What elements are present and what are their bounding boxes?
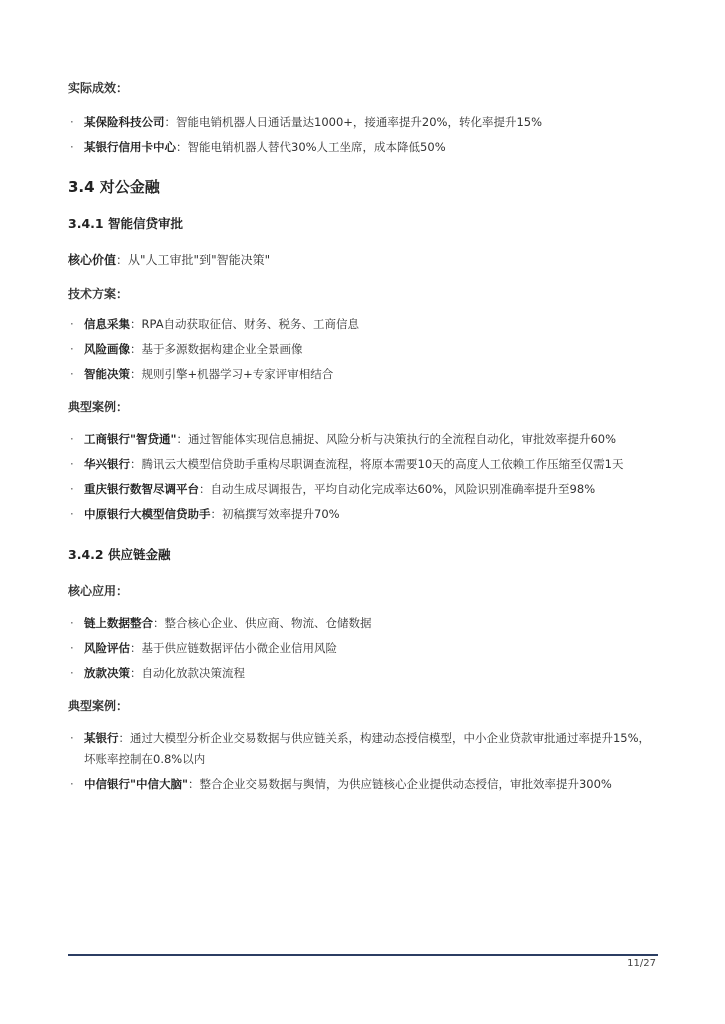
subsection-heading-supply: 3.4.2 供应链金融 [68, 547, 171, 562]
core-value-line: 核心价值：从"人工审批"到"智能决策" [68, 253, 271, 267]
tech-list [68, 314, 660, 385]
results-label: 实际成效： [68, 81, 129, 95]
subsection-heading-credit: 3.4.1 智能信贷审批 [68, 216, 183, 231]
list-item: · 某银行信用卡中心：智能电销机器人替代30%人工坐席，成本降低50% [70, 140, 446, 154]
list-item: · 风险画像：基于多源数据构建企业全景画像 [70, 342, 303, 356]
section-heading: 3.4 对公金融 [68, 178, 160, 196]
core-app-label: 核心应用： [68, 584, 129, 598]
list-item: · 中信银行"中信大脑"：整合企业交易数据与舆情，为供应链核心企业提供动态授信，审批效率提升300% [70, 777, 612, 791]
credit-cases-list [68, 429, 660, 525]
list-item: · 风险评估：基于供应链数据评估小微企业信用风险 [70, 641, 337, 655]
supply-cases-list [68, 728, 660, 795]
list-item: · 某银行：通过大模型分析企业交易数据与供应链关系，构建动态授信模型，中小企业贷款审批通过率提升15%，坏账率控制在0.8%以内 [70, 731, 651, 766]
list-item: · 工商银行"智贷通"：通过智能体实现信息捕捉、风险分析与决策执行的全流程自动化，审批效率提升60% [70, 432, 617, 446]
cases-label: 典型案例： [68, 400, 129, 414]
list-item: · 重庆银行数智尽调平台：自动生成尽调报告，平均自动化完成率达60%，风险识别准确率提升至98% [70, 482, 596, 496]
results-list [68, 112, 660, 158]
list-item: · 某保险科技公司：智能电销机器人日通话量达1000+，接通率提升20%，转化率提升15% [70, 115, 543, 129]
list-item: · 链上数据整合：整合核心企业、供应商、物流、仓储数据 [70, 616, 372, 630]
tech-label: 技术方案： [68, 287, 129, 301]
cases-label: 典型案例： [68, 699, 129, 713]
page-number: 11/27 [627, 958, 656, 969]
footer-rule [68, 954, 658, 956]
list-item: · 中原银行大模型信贷助手：初稿撰写效率提升70% [70, 507, 340, 521]
list-item: · 放款决策：自动化放款决策流程 [70, 666, 245, 680]
list-item: · 华兴银行：腾讯云大模型信贷助手重构尽职调查流程，将原本需要10天的高度人工依赖工作压缩至仅需1天 [70, 457, 624, 471]
core-app-list [68, 613, 660, 684]
list-item: · 智能决策：规则引擎+机器学习+专家评审相结合 [70, 367, 334, 381]
list-item: · 信息采集：RPA自动获取征信、财务、税务、工商信息 [70, 317, 360, 331]
document-body [68, 78, 660, 795]
